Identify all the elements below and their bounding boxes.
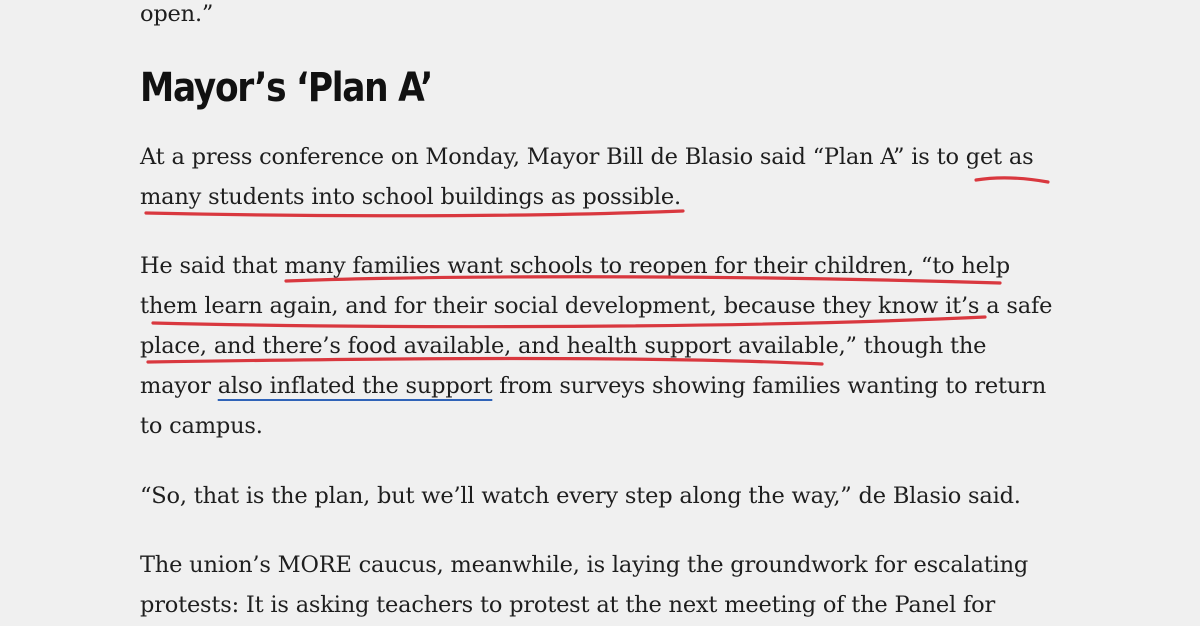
paragraph-line: protests: It is asking teachers to protest at the next meeting of the Panel for	[140, 592, 996, 618]
paragraph-families	[140, 246, 1052, 446]
text-before-link: mayor	[140, 373, 218, 399]
paragraph-line: The union’s MORE caucus, meanwhile, is laying the groundwork for escalating	[140, 552, 1029, 578]
paragraph-line: to campus.	[140, 413, 263, 439]
text-after-link: from surveys showing families wanting to return	[492, 373, 1047, 399]
paragraph-line: place, and there’s food available, and health support available,” though the	[140, 333, 987, 359]
paragraph-quote	[140, 476, 1021, 516]
paragraph-line: many students into school buildings as possible.	[140, 184, 681, 210]
paragraph-line: “So, that is the plan, but we’ll watch every step along the way,” de Blasio said.	[140, 483, 1021, 509]
paragraph-more-caucus	[140, 545, 1028, 625]
paragraph-line: He said that many families want schools to reopen for their children, “to help	[140, 253, 1010, 279]
paragraph-line: them learn again, and for their social development, because they know it’s a safe	[140, 293, 1053, 319]
intro-tail-text	[140, 0, 213, 34]
section-heading: Mayor’s ‘Plan A’	[140, 65, 433, 111]
intro-tail-line: open.”	[140, 1, 214, 27]
paragraph-line: At a press conference on Monday, Mayor Bill de Blasio said “Plan A” is to get as	[140, 144, 1034, 170]
paragraph-plan-a	[140, 137, 1033, 217]
paragraph-line	[140, 366, 1052, 406]
support-link[interactable]: also inflated the support	[217, 373, 493, 399]
